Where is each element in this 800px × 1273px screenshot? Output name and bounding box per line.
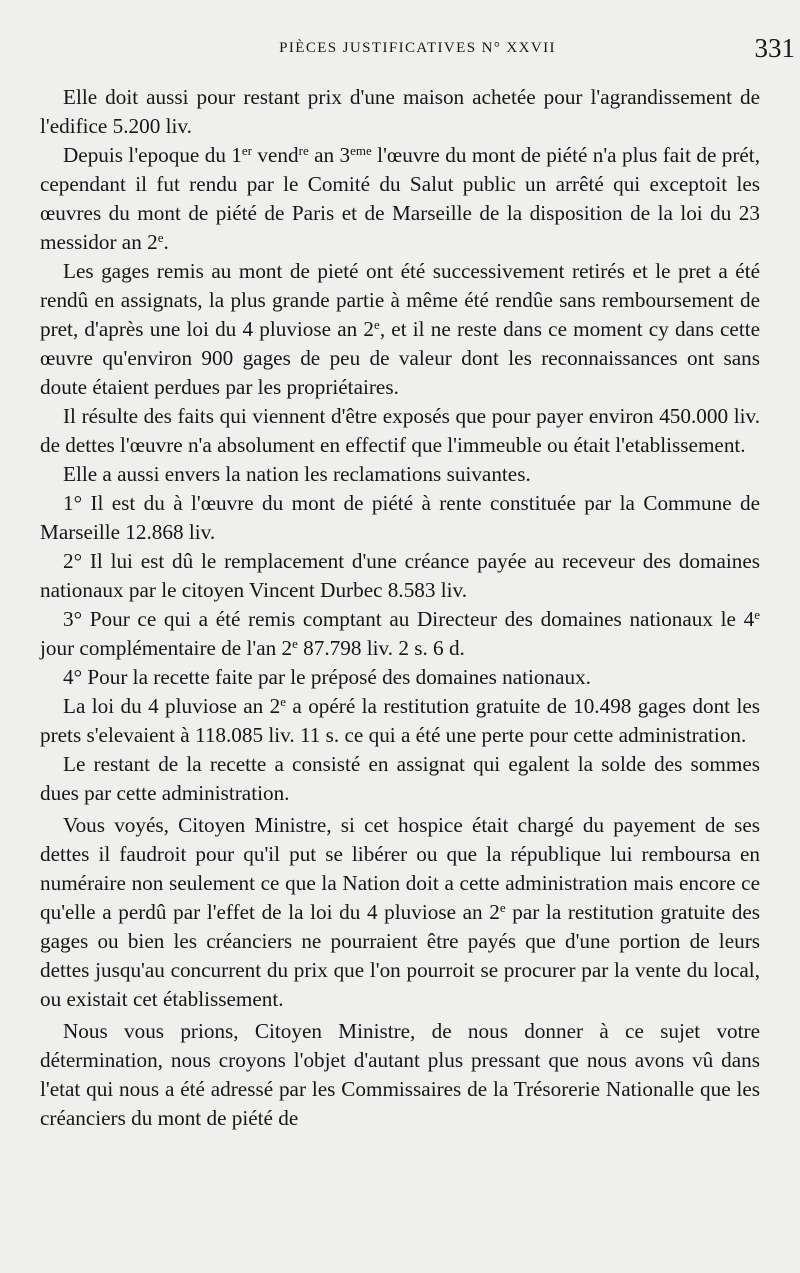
text-run: 3° Pour ce qui a été remis comptant au Directeur des domaines nationaux le 4 — [63, 607, 755, 631]
superscript: e — [754, 606, 760, 622]
text-run: Depuis l'epoque du 1 — [63, 143, 242, 167]
superscript: er — [241, 142, 253, 158]
text-run: 1° Il est du à l'œuvre du mont de piété à rente constituée par la Commune de Marseille 12.868 liv. — [40, 491, 760, 544]
paragraph — [40, 750, 760, 808]
paragraph — [40, 141, 760, 257]
text-run: Elle a aussi envers la nation les reclamations suivantes. — [63, 462, 531, 486]
text-run: Il résulte des faits qui viennent d'être exposés que pour payer environ 450.000 liv. de dettes l'œuvre n'a absolument en effectif que l'immeuble ou était l'etablissement. — [40, 404, 760, 457]
text-run: La loi du 4 pluviose an 2 — [63, 694, 281, 718]
text-run: Vous voyés, Citoyen Ministre, si cet hospice était chargé du payement de ses dettes il faudroit pour qu'il put se libérer ou que la république lui remboursa en numéraire non seulement ce que la Nation doit a cette administration mais encore ce qu'elle a perdû par l'effet de la loi du 4 pluviose an 2 — [40, 813, 760, 924]
paragraph — [40, 402, 760, 460]
paragraph — [40, 489, 760, 547]
page-number: 331 — [754, 33, 795, 63]
paragraph — [40, 547, 760, 605]
text-run: an 3 — [308, 143, 351, 167]
text-run: Le restant de la recette a consisté en assignat qui egalent la solde des sommes dues par cette administration. — [40, 752, 760, 805]
page-header — [40, 32, 795, 64]
paragraph — [40, 257, 760, 402]
text-run: 87.798 liv. 2 s. 6 d. — [297, 636, 465, 660]
text-run: a opéré la restitution gratuite de 10.498 gages dont les prets s'elevaient à 118.085 liv. 11 s. ce qui a été une perte pour cette administration. — [40, 694, 760, 747]
paragraph — [40, 692, 760, 750]
text-run: , et il ne reste dans ce moment cy dans cette œuvre qu'environ 900 gages de peu de valeur dont les reconnaissances ont sans doute étaient perdues par les propriétaires. — [40, 317, 760, 399]
text-run: 4° Pour la recette faite par le préposé des domaines nationaux. — [63, 665, 591, 689]
paragraph — [40, 663, 760, 692]
superscript: e — [280, 693, 287, 709]
text-run: l'œuvre du mont de piété n'a plus fait de prét, cependant il fut rendu par le Comité du Salut public un arrêté qui exceptoit les œuvres du mont de piété de Paris et de Marseille de la disposition de la loi du 23 messidor an 2 — [40, 143, 760, 254]
superscript: e — [374, 316, 380, 332]
text-run: Les gages remis au mont de pieté ont été successivement retirés et le pret a été rendû en assignats, la plus grande partie à même été rendûe sans remboursement de pret, d'après une loi du 4 pluviose an 2 — [40, 259, 760, 341]
superscript: re — [298, 142, 309, 158]
superscript: e — [499, 899, 506, 915]
superscript: e — [292, 635, 298, 651]
paragraph — [40, 605, 760, 663]
paragraph — [40, 460, 760, 489]
running-title: PIÈCES JUSTIFICATIVES N° XXVII — [279, 40, 556, 56]
paragraph — [40, 83, 760, 141]
text-run: 2° Il lui est dû le remplacement d'une créance payée au receveur des domaines nationaux par le citoyen Vincent Durbec 8.583 liv. — [40, 549, 760, 602]
superscript: eme — [350, 142, 372, 158]
text-run: . — [163, 230, 169, 254]
text-run: Nous vous prions, Citoyen Ministre, de nous donner à ce sujet votre détermination, nous croyons l'objet d'autant plus pressant que nous avons vû dans l'etat qui nous a été adressé par les Commissaires de la Trésorerie Nationalle que les créanciers du mont de piété de — [40, 1019, 760, 1130]
body-text — [40, 83, 760, 1133]
text-run: Elle doit aussi pour restant prix d'une maison achetée pour l'agrandissement de l'edifice 5.200 liv. — [40, 85, 760, 138]
text-run: vend — [252, 143, 299, 167]
text-run: jour complémentaire de l'an 2 — [40, 636, 293, 660]
superscript: e — [157, 229, 164, 245]
text-run: par la restitution gratuite des gages ou bien les créanciers ne pourraient être payés que d'une portion de leurs dettes jusqu'au concurrent du prix que l'on pourroit se procurer par la vente du local, ou existait cet établissement. — [40, 900, 760, 1011]
paragraph — [40, 811, 760, 1014]
paragraph — [40, 1017, 760, 1133]
